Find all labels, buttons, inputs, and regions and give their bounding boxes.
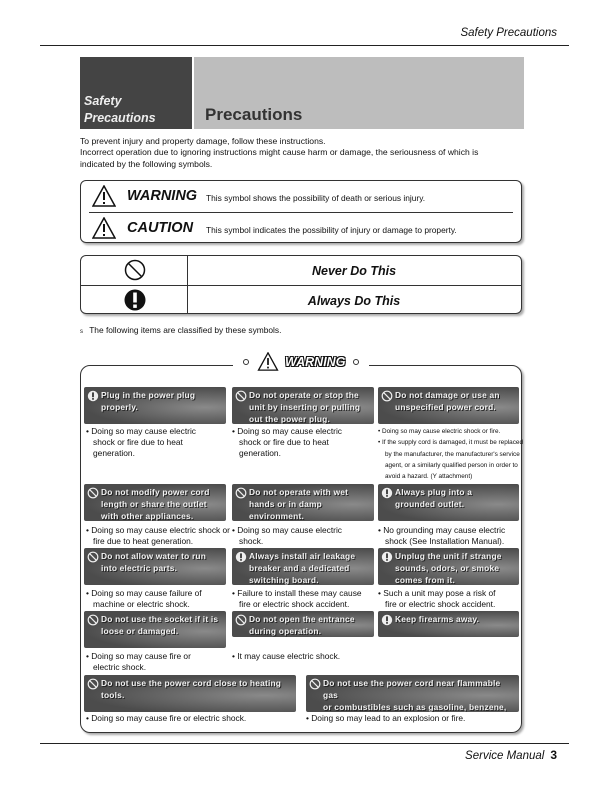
note-line: • If the supply cord is damaged, it must be replaced (378, 439, 524, 447)
card-line: unit by inserting or pulling (249, 402, 361, 412)
warning-triangle-icon (92, 185, 116, 207)
warning-note (378, 588, 495, 610)
prohibit-icon (124, 259, 146, 281)
warning-description: This symbol shows the possibility of death or serious injury. (206, 193, 426, 203)
warning-card (84, 484, 226, 521)
signal-word-box (80, 180, 522, 243)
card-line: Do not allow water to run (101, 551, 207, 561)
warning-card-title (249, 550, 370, 585)
card-line: Do not operate with wet (249, 487, 349, 497)
card-line: Do not use the power cord close to heating (101, 678, 282, 688)
note-line: shock or fire due to heat (93, 437, 183, 447)
note-line: • Doing so may cause electric (232, 426, 342, 436)
card-line: Always plug into a (395, 487, 473, 497)
card-line: or combustibles such as gasoline, benzene, (323, 702, 507, 712)
warning-card-title (101, 677, 292, 701)
note-line: • It may cause electric shock. (232, 651, 341, 661)
note-text: The following items are classified by these symbols. (89, 325, 282, 335)
warning-note (86, 713, 246, 724)
intro-line: To prevent injury and property damage, follow these instructions. (80, 136, 326, 146)
card-line: Always install air leakage (249, 551, 356, 561)
note-line: • Doing so may cause failure of (86, 588, 202, 598)
mandatory-icon (87, 390, 99, 402)
note-line: • Doing so may lead to an explosion or fire. (306, 713, 466, 723)
warning-card-title (323, 677, 515, 712)
warning-card-title (101, 550, 222, 574)
prohibit-icon (87, 487, 99, 499)
note-line: • Doing so may cause electric shock or (86, 525, 230, 535)
intro-paragraph (80, 136, 525, 170)
warning-triangle-icon (257, 352, 279, 371)
warning-card-title (395, 486, 515, 510)
note-line: • Such a unit may pose a risk of (378, 588, 496, 598)
card-line: unspecified power cord. (395, 402, 496, 412)
heading-bullet-icon (243, 359, 249, 365)
section-tab-line1: Safety (84, 94, 122, 108)
warning-note (86, 588, 202, 610)
warning-note (232, 588, 362, 610)
warning-note (378, 426, 523, 482)
card-line: breaker and a dedicated (249, 563, 350, 573)
note-line: shock (See Installation Manual). (385, 536, 505, 546)
card-line: comes from it. (395, 575, 456, 585)
warning-card (232, 611, 374, 637)
prohibit-icon (235, 390, 247, 402)
heading-bullet-icon (353, 359, 359, 365)
note-line: shock or fire due to heat (239, 437, 329, 447)
page-title: Precautions (205, 105, 303, 124)
card-line: during operation. (249, 626, 322, 636)
note-line: agent, or a similarly qualified person in order to (385, 461, 518, 469)
warning-card (84, 611, 226, 648)
caution-triangle-icon (92, 217, 116, 239)
warning-card (232, 387, 374, 424)
warning-note (86, 525, 230, 547)
warning-card (378, 548, 519, 585)
mandatory-icon (381, 614, 393, 626)
card-line: Do not operate or stop the (249, 390, 359, 400)
note-line: • Doing so may cause fire or electric shock. (86, 713, 247, 723)
warning-card-title (101, 486, 222, 521)
note-line: fire due to heat generation. (93, 536, 194, 546)
footer (465, 748, 557, 762)
warning-keyword: WARNING (127, 188, 198, 204)
mandatory-icon (124, 288, 146, 312)
intro-line: indicated by the following symbols. (80, 158, 213, 169)
prohibit-cell (81, 256, 187, 285)
note-line: • Failure to install these may cause (232, 588, 362, 598)
mandatory-icon (381, 487, 393, 499)
warning-card-title (249, 389, 370, 424)
card-line: Plug in the power plug (101, 390, 196, 400)
card-line: into electric parts. (101, 563, 178, 573)
card-line: out the power plug. (249, 414, 331, 424)
running-header: Safety Precautions (460, 27, 557, 39)
caution-keyword: CAUTION (127, 220, 194, 236)
card-line: Do not modify power cord (101, 487, 210, 497)
warning-card (232, 484, 374, 521)
card-line: switching board. (249, 575, 319, 585)
card-line: Unplug the unit if strange (395, 551, 502, 561)
warning-card (378, 387, 519, 424)
warning-card-title (395, 613, 515, 625)
mandatory-icon (235, 551, 247, 563)
note-line: • Doing so may cause electric shock or fire. (378, 428, 501, 435)
prohibit-icon (87, 614, 99, 626)
prohibit-icon (87, 678, 99, 690)
warning-note (378, 525, 505, 547)
warning-note (232, 426, 342, 459)
card-line: properly. (101, 402, 139, 412)
section-tab-line2: Precautions (84, 111, 156, 125)
warning-card (84, 387, 226, 424)
note-line: electric shock. (93, 662, 147, 672)
divider (187, 256, 188, 313)
always-do-this-label: Always Do This (307, 294, 401, 308)
warning-card (378, 484, 519, 521)
card-line: environment. (249, 511, 304, 521)
card-line: Do not damage or use an (395, 390, 500, 400)
prohibit-icon (381, 390, 393, 402)
warning-note (86, 651, 191, 673)
warning-card (84, 675, 296, 712)
footer-label: Service Manual (465, 750, 545, 762)
note-line: generation. (93, 448, 135, 458)
warning-heading-text: WARNING (285, 354, 346, 369)
note-line: machine or electric shock. (93, 599, 190, 609)
note-line: by the manufacturer, the manufacturer's service (385, 450, 520, 458)
warning-card-title (395, 389, 515, 413)
prohibit-icon (235, 614, 247, 626)
warning-card-title (249, 613, 370, 637)
note-line: • Doing so may cause electric (86, 426, 196, 436)
warning-card (84, 548, 226, 585)
note-line: • No grounding may cause electric (378, 525, 506, 535)
warning-card (378, 611, 519, 637)
mandatory-cell (81, 286, 187, 315)
note-line: avoid a hazard. (Y attachment) (385, 473, 473, 481)
note-line: fire or electric shock accident. (239, 599, 350, 609)
card-line: with other appliances. (101, 511, 194, 521)
mandatory-icon (381, 551, 393, 563)
warning-card-title (249, 486, 370, 521)
card-line: Keep firearms away. (395, 614, 480, 624)
card-line: grounded outlet. (395, 499, 465, 509)
footer-rule (40, 743, 569, 744)
warning-note (86, 426, 196, 459)
note-bullet: s (80, 329, 83, 335)
note-line: generation. (239, 448, 281, 458)
warning-note (306, 713, 465, 724)
note-line: shock. (239, 536, 264, 546)
note-line: • Doing so may cause fire or (86, 651, 191, 661)
section-tab (80, 57, 192, 129)
warning-card (232, 548, 374, 585)
note-line: fire or electric shock accident. (385, 599, 496, 609)
caution-row (81, 213, 521, 244)
never-do-this-label: Never Do This (311, 264, 397, 278)
warning-card-title (101, 613, 222, 637)
warning-card-title (101, 389, 222, 413)
title-banner (194, 57, 524, 129)
warning-card-title (395, 550, 515, 585)
card-line: hands or in damp (249, 499, 322, 509)
intro-line: Incorrect operation due to ignoring instructions might cause harm or damage, the seriousness of which is (80, 147, 479, 158)
classification-note (80, 325, 281, 335)
card-line: tools. (101, 690, 125, 700)
prohibit-icon (235, 487, 247, 499)
card-line: Do not open the entrance (249, 614, 355, 624)
symbol-table (80, 255, 522, 314)
warning-section-heading (233, 352, 369, 372)
note-line: • Doing so may cause electric (232, 525, 342, 535)
warning-note (232, 525, 342, 547)
warning-note (232, 651, 340, 662)
card-line: sounds, odors, or smoke (395, 563, 500, 573)
card-line: Do not use the power cord near flammable gas (323, 678, 501, 700)
warning-row (81, 181, 521, 212)
prohibit-icon (309, 678, 321, 690)
caution-description: This symbol indicates the possibility of injury or damage to property. (206, 225, 457, 235)
card-line: loose or damaged. (101, 626, 179, 636)
header-rule (40, 45, 569, 46)
prohibit-icon (87, 551, 99, 563)
card-line: length or share the outlet (101, 499, 207, 509)
card-line: Do not use the socket if it is (101, 614, 219, 624)
warning-card (306, 675, 519, 712)
page-number: 3 (550, 748, 557, 762)
